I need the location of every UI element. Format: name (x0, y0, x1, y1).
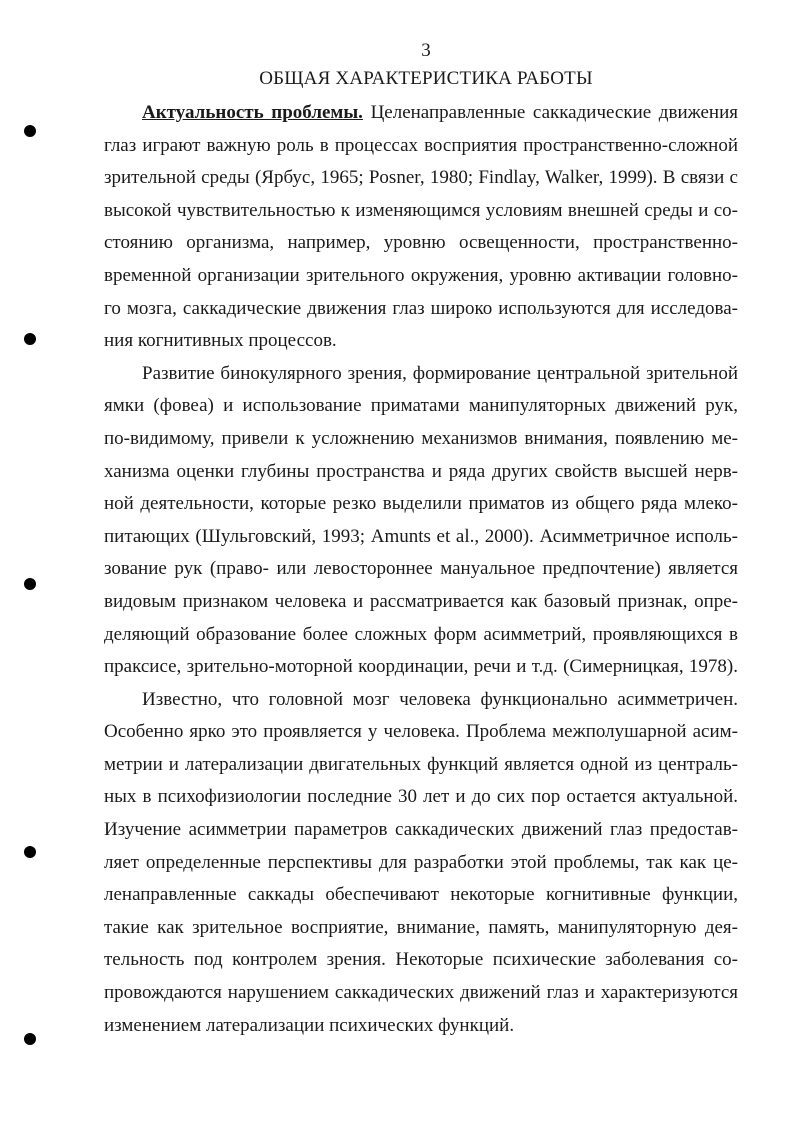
punch-hole-marker (24, 333, 36, 345)
text-line: такие как зрительное восприятие, внимание, память, манипуляторную дея- (104, 916, 738, 938)
text-line: высокой чувствительностью к изменяющимся условиям внешней среды и со- (104, 199, 738, 221)
text-line: стоянию организма, например, уровню освещенности, пространственно- (104, 232, 738, 254)
text-line: Особенно ярко это проявляется у человека. Проблема межполушарной асим- (104, 721, 738, 743)
text-line: Изучение асимметрии параметров саккадических движений глаз предостав- (104, 819, 738, 841)
text-line: ных в психофизиологии последние 30 лет и до сих пор остается актуальной. (104, 786, 738, 808)
text-line: Развитие бинокулярного зрения, формирование центральной зрительной (142, 362, 738, 384)
text-line: Целенаправленные саккадические движения (362, 102, 738, 123)
text-line: ния когнитивных процессов. (104, 330, 337, 352)
text-line: ямки (фовеа) и использование приматами манипуляторных движений рук, (104, 395, 738, 417)
punch-hole-marker (24, 125, 36, 137)
text-line: ленаправленные саккады обеспечивают некоторые когнитивные функции, (104, 884, 738, 906)
punch-hole-marker (24, 578, 36, 590)
section-heading: ОБЩАЯ ХАРАКТЕРИСТИКА РАБОТЫ (259, 68, 593, 89)
text-line: ной деятельности, которые резко выделили приматов из общего ряда млеко- (104, 493, 738, 515)
punch-hole-marker (24, 846, 36, 858)
text-line: видовым признаком человека и рассматривается как базовый признак, опре- (104, 590, 738, 612)
text-line: зование рук (право- или левостороннее мануальное предпочтение) является (104, 558, 738, 580)
paragraph-lead-title: Актуальность проблемы. (142, 102, 363, 123)
text-line: Известно, что головной мозг человека функционально асимметричен. (142, 688, 738, 710)
page-number: 3 (421, 40, 431, 61)
text-line: временной организации зрительного окружения, уровню активации головно- (104, 264, 738, 286)
text-line: праксисе, зрительно-моторной координации, речи и т.д. (Симерницкая, 1978). (104, 656, 738, 678)
text-line: метрии и латерализации двигательных функций является одной из централь- (104, 753, 738, 775)
body-text (104, 97, 738, 1042)
text-line: деляющий образование более сложных форм асимметрий, проявляющихся в (104, 623, 738, 645)
text-line: питающих (Шульговский, 1993; Amunts et al., 2000). Асимметричное исполь- (104, 525, 738, 547)
text-line: провождаются нарушением саккадических движений глаз и характеризуются (104, 982, 738, 1004)
text-line: зрительной среды (Ярбус, 1965; Posner, 1980; Findlay, Walker, 1999). В связи с (104, 167, 738, 189)
text-line: глаз играют важную роль в процессах восприятия пространственно-сложной (104, 134, 738, 156)
text-line: ханизма оценки глубины пространства и ряда других свойств высшей нерв- (104, 460, 738, 482)
text-line: тельность под контролем зрения. Некоторые психические заболевания со- (104, 949, 738, 971)
text-line: го мозга, саккадические движения глаз широко используются для исследова- (104, 297, 738, 319)
text-line: изменением латерализации психических функций. (104, 1014, 515, 1036)
text-line: по-видимому, привели к усложнению механизмов внимания, появлению ме- (104, 427, 738, 449)
paragraph-1-line-1 (104, 97, 738, 130)
punch-hole-marker (24, 1033, 36, 1045)
text-line: ляет определенные перспективы для разработки этой проблемы, так как це- (104, 851, 738, 873)
